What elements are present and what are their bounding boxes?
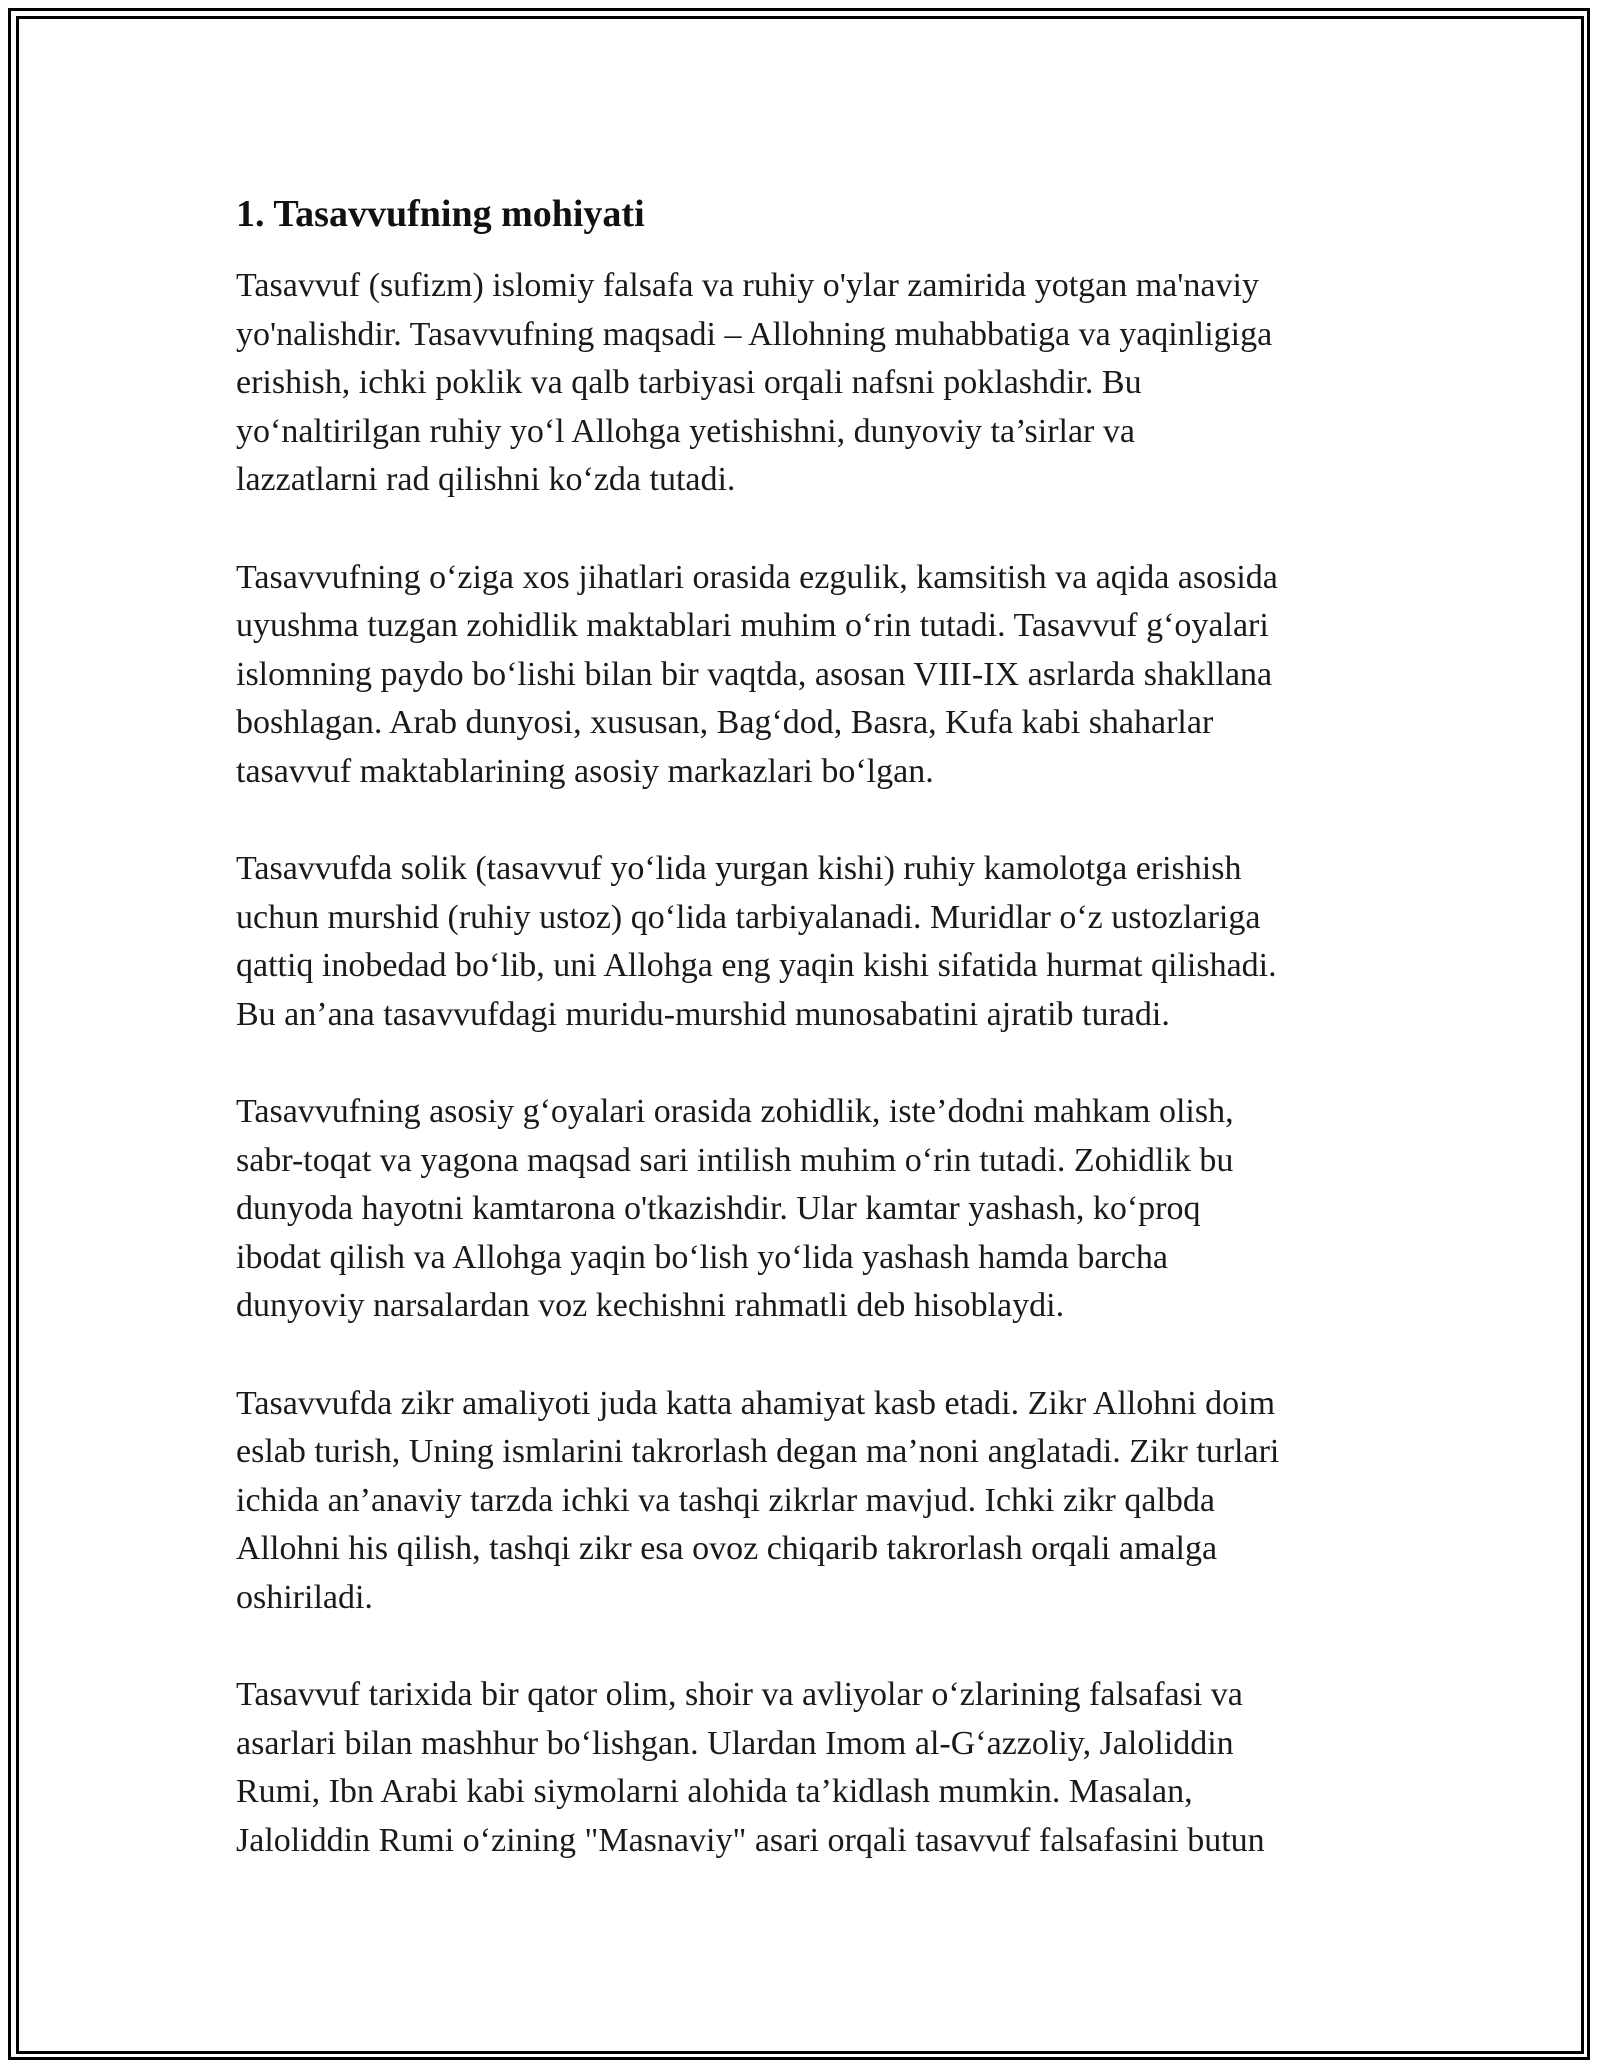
paragraph-line: asarlari bilan mashhur bo‘lishgan. Ulardan Imom al-G‘azzoliy, Jaloliddin (236, 1724, 1234, 1762)
paragraph-line: dunyoviy narsalardan voz kechishni rahmatli deb hisoblaydi. (236, 1287, 1065, 1324)
paragraph-line: uchun murshid (ruhiy ustoz) qo‘lida tarbiyalanadi. Muridlar o‘z ustozlariga (236, 898, 1261, 936)
paragraph-line: qattiq inobedad bo‘lib, uni Allohga eng yaqin kishi sifatida hurmat qilishadi. (236, 947, 1277, 984)
paragraph (236, 1380, 1376, 1623)
paragraph (236, 262, 1376, 505)
paragraph-line: ichida an’anaviy tarzda ichki va tashqi zikrlar mavjud. Ichki zikr qalbda (236, 1481, 1215, 1519)
paragraph-line: lazzatlarni rad qilishni ko‘zda tutadi. (236, 461, 736, 498)
paragraph-line: Tasavvuf (sufizm) islomiy falsafa va ruhiy o'ylar zamirida yotgan ma'naviy (236, 267, 1259, 304)
paragraph-line: Tasavvufda zikr amaliyoti juda katta ahamiyat kasb etadi. Zikr Allohni doim (236, 1384, 1276, 1422)
paragraph-line: dunyoda hayotni kamtarona o'tkazishdir. Ular kamtar yashash, ko‘proq (236, 1190, 1201, 1227)
paragraph (236, 845, 1376, 1039)
paragraph-line: Tasavvuf tarixida bir qator olim, shoir va avliyolar o‘zlarining falsafasi va (236, 1676, 1243, 1713)
paragraph-line: sabr-toqat va yagona maqsad sari intilish muhim o‘rin tutadi. Zohidlik bu (236, 1141, 1234, 1179)
paragraph-line: yo'nalishdir. Tasavvufning maqsadi – Allohning muhabbatiga va yaqinligiga (236, 315, 1273, 353)
paragraph-line: Rumi, Ibn Arabi kabi siymolarni alohida ta’kidlash mumkin. Masalan, (236, 1773, 1193, 1810)
document-body (236, 186, 1376, 1914)
paragraph-line: Tasavvufning asosiy g‘oyalari orasida zohidlik, iste’dodni mahkam olish, (236, 1093, 1234, 1130)
paragraph-line: Tasavvufda solik (tasavvuf yo‘lida yurgan kishi) ruhiy kamolotga erishish (236, 850, 1242, 887)
paragraph-line: ibodat qilish va Allohga yaqin bo‘lish yo‘lida yashash hamda barcha (236, 1238, 1168, 1276)
paragraph-line: islomning paydo bo‘lishi bilan bir vaqtda, asosan VIII-IX asrlarda shakllana (236, 655, 1273, 693)
paragraph-line: oshiriladi. (236, 1578, 373, 1616)
paragraph-line: Allohni his qilish, tashqi zikr esa ovoz chiqarib takrorlash orqali amalga (236, 1530, 1218, 1567)
paragraphs (236, 262, 1376, 1865)
paragraph-line: boshlagan. Arab dunyosi, xususan, Bag‘dod, Basra, Kufa kabi shaharlar (236, 704, 1214, 741)
section-heading: 1. Tasavvufning mohiyati (236, 193, 645, 235)
paragraph-line: erishish, ichki poklik va qalb tarbiyasi orqali nafsni poklashdir. Bu (236, 364, 1142, 401)
paragraph-line: uyushma tuzgan zohidlik maktablari muhim o‘rin tutadi. Tasavvuf g‘oyalari (236, 607, 1269, 644)
paragraph-line: yo‘naltirilgan ruhiy yo‘l Allohga yetishishni, dunyoviy ta’sirlar va (236, 412, 1135, 450)
paragraph (236, 1088, 1376, 1331)
paragraph-line: Tasavvufning o‘ziga xos jihatlari orasida ezgulik, kamsitish va aqida asosida (236, 558, 1278, 596)
paragraph (236, 1671, 1376, 1865)
paragraph-line: Jaloliddin Rumi o‘zining "Masnaviy" asari orqali tasavvuf falsafasini butun (236, 1821, 1265, 1859)
paragraph-line: tasavvuf maktablarining asosiy markazlari bo‘lgan. (236, 752, 934, 790)
paragraph-line: Bu an’ana tasavvufdagi muridu-murshid munosabatini ajratib turadi. (236, 995, 1170, 1033)
paragraph (236, 554, 1376, 797)
paragraph-line: eslab turish, Uning ismlarini takrorlash degan ma’noni anglatadi. Zikr turlari (236, 1433, 1280, 1470)
